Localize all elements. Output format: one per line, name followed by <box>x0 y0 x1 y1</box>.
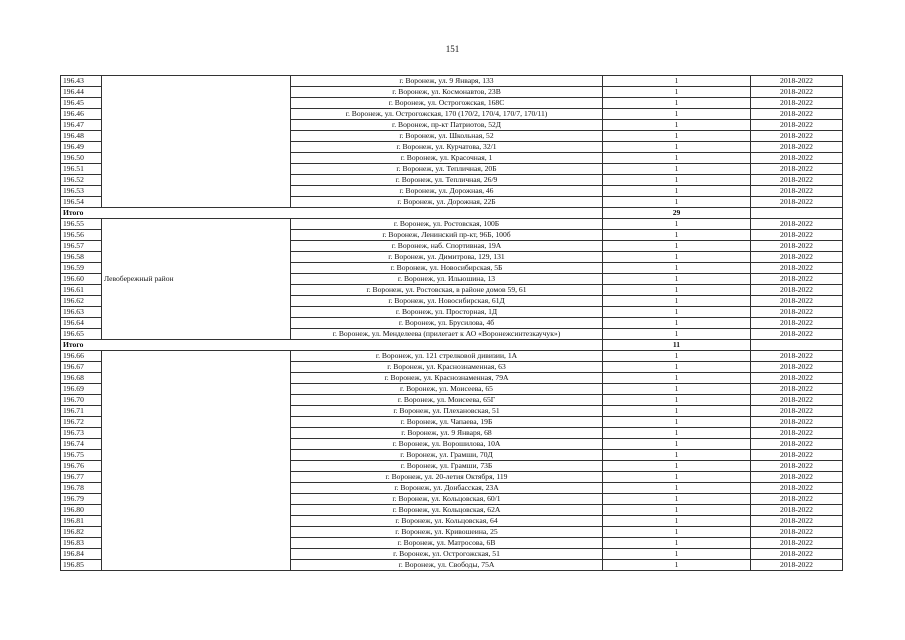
count-cell: 1 <box>603 494 751 505</box>
address-cell: г. Воронеж, ул. 20-летия Октября, 119 <box>291 472 603 483</box>
period-cell: 2018-2022 <box>751 472 843 483</box>
count-cell: 1 <box>603 450 751 461</box>
row-number: 196.83 <box>61 538 102 549</box>
total-count: 29 <box>603 208 751 219</box>
count-cell: 1 <box>603 439 751 450</box>
period-cell: 2018-2022 <box>751 186 843 197</box>
period-cell: 2018-2022 <box>751 560 843 571</box>
address-cell: г. Воронеж, ул. Моисеева, 65Г <box>291 395 603 406</box>
address-cell: г. Воронеж, ул. 9 Января, 133 <box>291 76 603 87</box>
row-number: 196.56 <box>61 230 102 241</box>
count-cell: 1 <box>603 186 751 197</box>
table-row <box>61 219 843 230</box>
count-cell: 1 <box>603 230 751 241</box>
period-cell: 2018-2022 <box>751 516 843 527</box>
page-number: 151 <box>445 44 460 54</box>
count-cell: 1 <box>603 472 751 483</box>
period-cell: 2018-2022 <box>751 461 843 472</box>
count-cell: 1 <box>603 428 751 439</box>
count-cell: 1 <box>603 461 751 472</box>
sites-table-body <box>61 76 843 571</box>
period-cell: 2018-2022 <box>751 483 843 494</box>
row-number: 196.81 <box>61 516 102 527</box>
period-cell: 2018-2022 <box>751 439 843 450</box>
period-cell: 2018-2022 <box>751 527 843 538</box>
address-cell: г. Воронеж, ул. Красочная, 1 <box>291 153 603 164</box>
row-number: 196.67 <box>61 362 102 373</box>
period-cell: 2018-2022 <box>751 98 843 109</box>
count-cell: 1 <box>603 329 751 340</box>
address-cell: г. Воронеж, ул. Ростовская, 100Б <box>291 219 603 230</box>
period-cell: 2018-2022 <box>751 428 843 439</box>
count-cell: 1 <box>603 516 751 527</box>
address-cell: г. Воронеж, ул. Тепличная, 20Б <box>291 164 603 175</box>
address-cell: г. Воронеж, ул. 121 стрелковой дивизии, 1А <box>291 351 603 362</box>
row-number: 196.68 <box>61 373 102 384</box>
row-number: 196.65 <box>61 329 102 340</box>
row-number: 196.60 <box>61 274 102 285</box>
address-cell: г. Воронеж, ул. Кривошеина, 25 <box>291 527 603 538</box>
total-row <box>61 208 843 219</box>
address-cell: г. Воронеж, ул. Донбасская, 23А <box>291 483 603 494</box>
total-count: 11 <box>603 340 751 351</box>
address-cell: г. Воронеж, ул. Ростовская, в районе домов 59, 61 <box>291 285 603 296</box>
period-cell: 2018-2022 <box>751 329 843 340</box>
period-cell: 2018-2022 <box>751 406 843 417</box>
row-number: 196.71 <box>61 406 102 417</box>
period-cell: 2018-2022 <box>751 296 843 307</box>
period-cell: 2018-2022 <box>751 274 843 285</box>
row-number: 196.52 <box>61 175 102 186</box>
row-number: 196.49 <box>61 142 102 153</box>
table-row <box>61 351 843 362</box>
count-cell: 1 <box>603 527 751 538</box>
count-cell: 1 <box>603 87 751 98</box>
row-number: 196.45 <box>61 98 102 109</box>
period-cell: 2018-2022 <box>751 285 843 296</box>
period-cell: 2018-2022 <box>751 494 843 505</box>
total-empty-cell <box>751 340 843 351</box>
address-cell: г. Воронеж, ул. Краснознаменная, 63 <box>291 362 603 373</box>
total-label: Итого <box>61 340 603 351</box>
row-number: 196.62 <box>61 296 102 307</box>
address-cell: г. Воронеж, ул. Дорожная, 46 <box>291 186 603 197</box>
address-cell: г. Воронеж, ул. Грамши, 70Д <box>291 450 603 461</box>
address-cell: г. Воронеж, ул. Кольцовская, 62А <box>291 505 603 516</box>
row-number: 196.44 <box>61 87 102 98</box>
row-number: 196.55 <box>61 219 102 230</box>
period-cell: 2018-2022 <box>751 538 843 549</box>
row-number: 196.54 <box>61 197 102 208</box>
period-cell: 2018-2022 <box>751 417 843 428</box>
address-cell: г. Воронеж, ул. Новосибирская, 61Д <box>291 296 603 307</box>
count-cell: 1 <box>603 373 751 384</box>
count-cell: 1 <box>603 241 751 252</box>
row-number: 196.53 <box>61 186 102 197</box>
address-cell: г. Воронеж, ул. Острогожская, 170 (170/2, 170/4, 170/7, 170/11) <box>291 109 603 120</box>
period-cell: 2018-2022 <box>751 384 843 395</box>
period-cell: 2018-2022 <box>751 109 843 120</box>
row-number: 196.63 <box>61 307 102 318</box>
row-number: 196.46 <box>61 109 102 120</box>
count-cell: 1 <box>603 285 751 296</box>
period-cell: 2018-2022 <box>751 318 843 329</box>
address-cell: г. Воронеж, ул. Кольцовская, 60/1 <box>291 494 603 505</box>
period-cell: 2018-2022 <box>751 351 843 362</box>
address-cell: г. Воронеж, ул. Тепличная, 26/9 <box>291 175 603 186</box>
period-cell: 2018-2022 <box>751 153 843 164</box>
address-cell: г. Воронеж, ул. Ильюшина, 13 <box>291 274 603 285</box>
address-cell: г. Воронеж, ул. Свободы, 75А <box>291 560 603 571</box>
count-cell: 1 <box>603 120 751 131</box>
period-cell: 2018-2022 <box>751 263 843 274</box>
address-cell: г. Воронеж, ул. Менделеева (прилегает к АО «Воронежсинтезкаучук») <box>291 329 603 340</box>
period-cell: 2018-2022 <box>751 175 843 186</box>
count-cell: 1 <box>603 417 751 428</box>
row-number: 196.51 <box>61 164 102 175</box>
period-cell: 2018-2022 <box>751 395 843 406</box>
row-number: 196.66 <box>61 351 102 362</box>
total-label: Итого <box>61 208 603 219</box>
district-cell <box>102 76 291 208</box>
district-cell <box>102 351 291 571</box>
count-cell: 1 <box>603 252 751 263</box>
row-number: 196.69 <box>61 384 102 395</box>
count-cell: 1 <box>603 505 751 516</box>
address-cell: г. Воронеж, ул. Космонавтов, 23В <box>291 87 603 98</box>
period-cell: 2018-2022 <box>751 252 843 263</box>
count-cell: 1 <box>603 142 751 153</box>
period-cell: 2018-2022 <box>751 131 843 142</box>
address-cell: г. Воронеж, ул. Димитрова, 129, 131 <box>291 252 603 263</box>
count-cell: 1 <box>603 109 751 120</box>
period-cell: 2018-2022 <box>751 230 843 241</box>
address-cell: г. Воронеж, ул. Краснознаменная, 79А <box>291 373 603 384</box>
row-number: 196.77 <box>61 472 102 483</box>
count-cell: 1 <box>603 164 751 175</box>
address-cell: г. Воронеж, ул. Чапаева, 19Б <box>291 417 603 428</box>
address-cell: г. Воронеж, Ленинский пр-кт, 96Б, 100б <box>291 230 603 241</box>
row-number: 196.82 <box>61 527 102 538</box>
address-cell: г. Воронеж, ул. Острогожская, 168С <box>291 98 603 109</box>
address-cell: г. Воронеж, наб. Спортивная, 19А <box>291 241 603 252</box>
row-number: 196.85 <box>61 560 102 571</box>
count-cell: 1 <box>603 153 751 164</box>
address-cell: г. Воронеж, ул. Грамши, 73Б <box>291 461 603 472</box>
count-cell: 1 <box>603 560 751 571</box>
count-cell: 1 <box>603 538 751 549</box>
row-number: 196.59 <box>61 263 102 274</box>
count-cell: 1 <box>603 98 751 109</box>
row-number: 196.80 <box>61 505 102 516</box>
address-cell: г. Воронеж, ул. Новосибирская, 5Б <box>291 263 603 274</box>
address-cell: г. Воронеж, ул. Плехановская, 51 <box>291 406 603 417</box>
count-cell: 1 <box>603 483 751 494</box>
count-cell: 1 <box>603 219 751 230</box>
row-number: 196.74 <box>61 439 102 450</box>
row-number: 196.47 <box>61 120 102 131</box>
row-number: 196.78 <box>61 483 102 494</box>
total-row <box>61 340 843 351</box>
period-cell: 2018-2022 <box>751 164 843 175</box>
row-number: 196.84 <box>61 549 102 560</box>
total-empty-cell <box>751 208 843 219</box>
address-cell: г. Воронеж, ул. Просторная, 1Д <box>291 307 603 318</box>
count-cell: 1 <box>603 197 751 208</box>
row-number: 196.64 <box>61 318 102 329</box>
row-number: 196.76 <box>61 461 102 472</box>
period-cell: 2018-2022 <box>751 120 843 131</box>
address-cell: г. Воронеж, ул. Кольцовская, 64 <box>291 516 603 527</box>
period-cell: 2018-2022 <box>751 76 843 87</box>
row-number: 196.57 <box>61 241 102 252</box>
row-number: 196.61 <box>61 285 102 296</box>
period-cell: 2018-2022 <box>751 142 843 153</box>
table-row <box>61 76 843 87</box>
period-cell: 2018-2022 <box>751 362 843 373</box>
count-cell: 1 <box>603 384 751 395</box>
period-cell: 2018-2022 <box>751 197 843 208</box>
row-number: 196.48 <box>61 131 102 142</box>
district-cell: Левобережный район <box>102 219 291 340</box>
address-cell: г. Воронеж, ул. Брусилова, 4б <box>291 318 603 329</box>
period-cell: 2018-2022 <box>751 307 843 318</box>
address-cell: г. Воронеж, ул. Моисеева, 65 <box>291 384 603 395</box>
row-number: 196.50 <box>61 153 102 164</box>
count-cell: 1 <box>603 296 751 307</box>
period-cell: 2018-2022 <box>751 505 843 516</box>
address-cell: г. Воронеж, ул. Дорожная, 22Б <box>291 197 603 208</box>
sites-table <box>60 75 843 571</box>
count-cell: 1 <box>603 307 751 318</box>
address-cell: г. Воронеж, ул. 9 Января, 68 <box>291 428 603 439</box>
count-cell: 1 <box>603 274 751 285</box>
count-cell: 1 <box>603 406 751 417</box>
row-number: 196.72 <box>61 417 102 428</box>
row-number: 196.75 <box>61 450 102 461</box>
count-cell: 1 <box>603 395 751 406</box>
count-cell: 1 <box>603 76 751 87</box>
count-cell: 1 <box>603 362 751 373</box>
count-cell: 1 <box>603 318 751 329</box>
period-cell: 2018-2022 <box>751 219 843 230</box>
count-cell: 1 <box>603 351 751 362</box>
row-number: 196.79 <box>61 494 102 505</box>
row-number: 196.73 <box>61 428 102 439</box>
address-cell: г. Воронеж, ул. Ворошилова, 10А <box>291 439 603 450</box>
count-cell: 1 <box>603 263 751 274</box>
count-cell: 1 <box>603 175 751 186</box>
address-cell: г. Воронеж, ул. Курчатова, 32/1 <box>291 142 603 153</box>
count-cell: 1 <box>603 549 751 560</box>
address-cell: г. Воронеж, ул. Матросова, 6В <box>291 538 603 549</box>
row-number: 196.70 <box>61 395 102 406</box>
count-cell: 1 <box>603 131 751 142</box>
period-cell: 2018-2022 <box>751 450 843 461</box>
address-cell: г. Воронеж, ул. Школьная, 52 <box>291 131 603 142</box>
period-cell: 2018-2022 <box>751 373 843 384</box>
period-cell: 2018-2022 <box>751 87 843 98</box>
period-cell: 2018-2022 <box>751 549 843 560</box>
row-number: 196.58 <box>61 252 102 263</box>
period-cell: 2018-2022 <box>751 241 843 252</box>
address-cell: г. Воронеж, пр-кт Патриотов, 52Д <box>291 120 603 131</box>
address-cell: г. Воронеж, ул. Острогожская, 51 <box>291 549 603 560</box>
row-number: 196.43 <box>61 76 102 87</box>
